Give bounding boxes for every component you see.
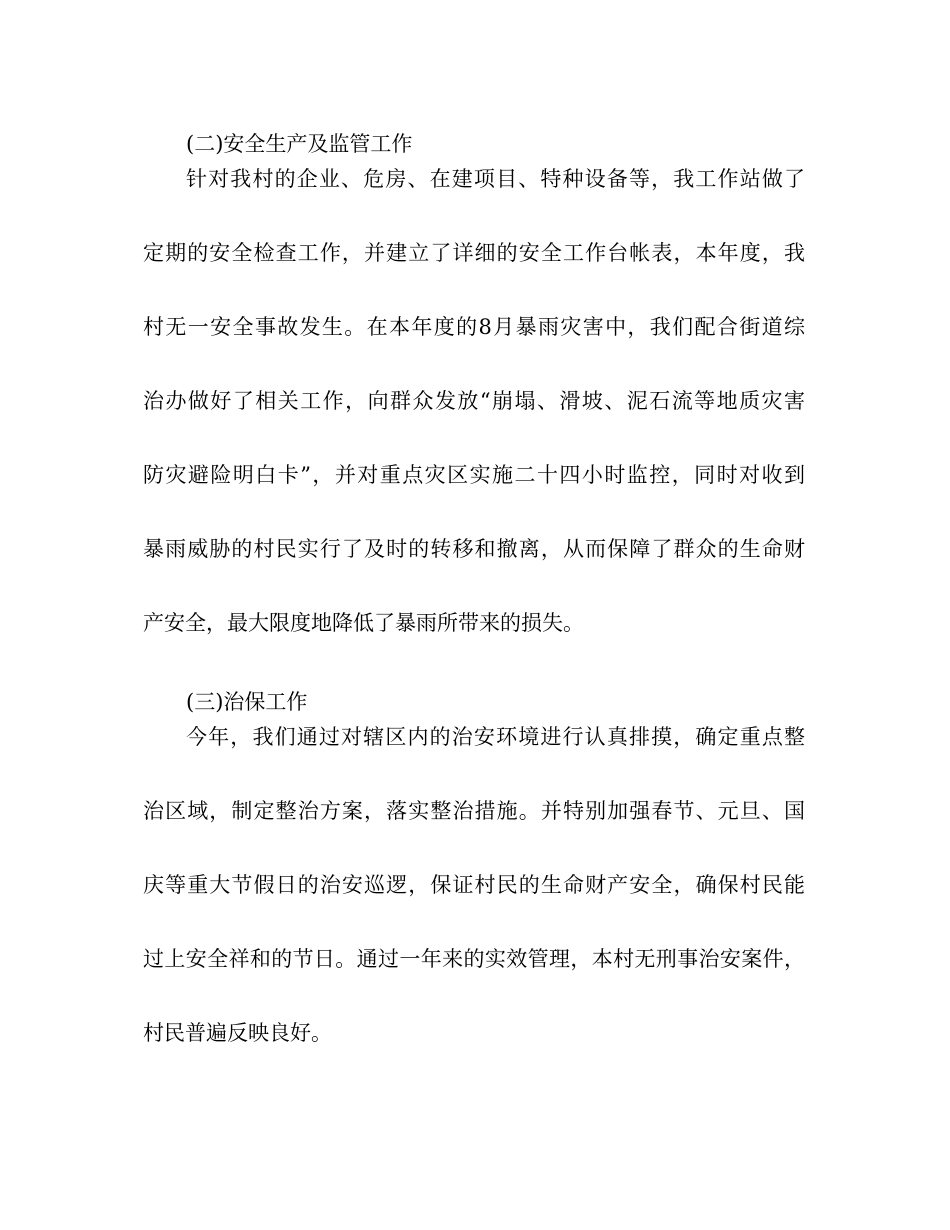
paragraph-safety-production	[143, 165, 805, 683]
paragraph-line: 今年，我们通过对辖区内的治安环境进行认真排摸，确定重点整	[186, 725, 805, 749]
paragraph-line: 防灾避险明白卡”，并对重点灾区实施二十四小时监控，同时对收到	[143, 463, 805, 487]
section-heading-safety-production: (二)安全生产及监管工作	[186, 132, 413, 156]
paragraph-line: 过上安全祥和的节日。通过一年来的实效管理，本村无刑事治安案件，	[143, 947, 805, 971]
paragraph-line: 产安全，最大限度地降低了暴雨所带来的损失。	[143, 611, 584, 635]
paragraph-line: 治区域，制定整治方案，落实整治措施。并特别加强春节、元旦、国	[143, 799, 805, 823]
paragraph-line: 庆等重大节假日的治安巡逻，保证村民的生命财产安全，确保村民能	[143, 873, 805, 897]
section-heading-public-security: (三)治保工作	[186, 690, 308, 714]
paragraph-public-security	[143, 723, 805, 1093]
paragraph-line: 针对我村的企业、危房、在建项目、特种设备等，我工作站做了	[186, 167, 805, 191]
paragraph-line: 村民普遍反映良好。	[143, 1021, 332, 1045]
paragraph-line: 治办做好了相关工作，向群众发放“崩塌、滑坡、泥石流等地质灾害	[143, 389, 805, 413]
paragraph-line: 暴雨威胁的村民实行了及时的转移和撤离，从而保障了群众的生命财	[143, 537, 805, 561]
paragraph-line: 村无一安全事故发生。在本年度的8月暴雨灾害中，我们配合街道综	[143, 315, 805, 339]
paragraph-line: 定期的安全检查工作，并建立了详细的安全工作台帐表，本年度，我	[143, 241, 805, 265]
